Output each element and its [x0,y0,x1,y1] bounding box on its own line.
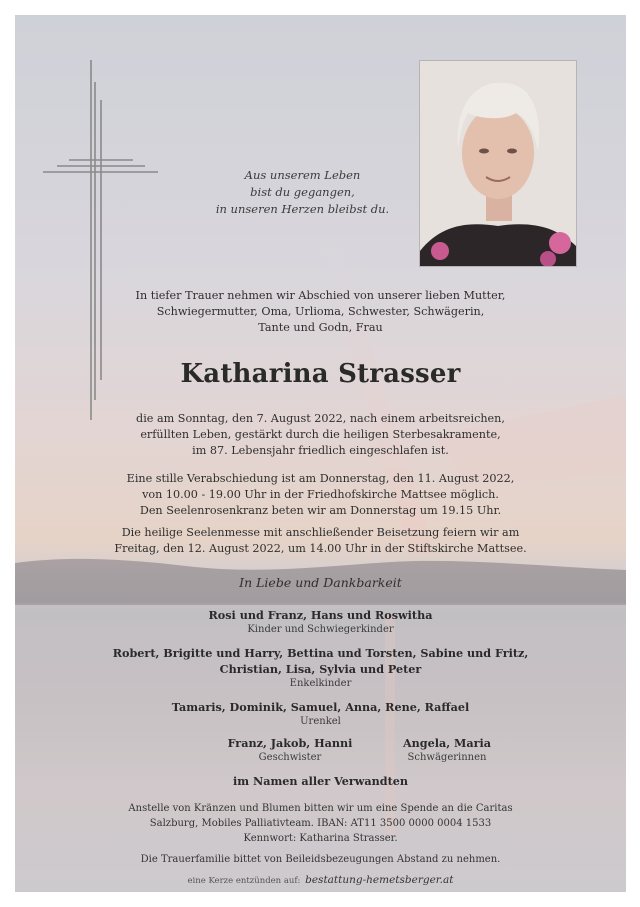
deceased-name: Katharina Strasser [180,359,461,389]
death-line: die am Sonntag, den 7. August 2022, nach einem arbeitsreichen, [136,412,505,425]
farewell-line: Eine stille Verabschiedung ist am Donnerstag, den 11. August 2022, [126,472,515,485]
farewell-line: Den Seelenrosenkranz beten wir am Donnerstag um 19.15 Uhr. [139,504,502,517]
mass-text [15,525,626,557]
intro-line: Tante und Godn, Frau [258,321,383,334]
death-text [15,411,626,459]
relatives-line: im Namen aller Verwandten [232,774,409,788]
portrait-photo [419,60,577,267]
family-names: Christian, Lisa, Sylvia und Peter [219,662,422,676]
donation-line: Salzburg, Mobiles Palliativteam. IBAN: AT11 3500 0000 0004 1533 [149,818,492,829]
quote-line: bist du gegangen, [250,185,355,199]
family-names: Franz, Jakob, Hanni [227,736,353,750]
family-grandchildren [15,645,626,690]
donation-line: Kennwort: Katharina Strasser. [243,833,398,844]
family-children [15,607,626,636]
memorial-quote [195,167,410,218]
death-line: im 87. Lebensjahr friedlich eingeschlafen ist. [192,444,449,457]
quote-line: Aus unserem Leben [244,168,361,182]
family-names: Angela, Maria [402,736,492,750]
family-role: Geschwister [258,752,322,763]
footer [15,874,626,886]
obituary-card [15,15,626,892]
family-role: Enkelkinder [289,678,352,689]
mass-line: Freitag, den 12. August 2022, um 14.00 Uhr in der Stiftskirche Mattsee. [114,542,527,555]
farewell-line: von 10.00 - 19.00 Uhr in der Friedhofskirche Mattsee möglich. [142,488,499,501]
footer-prefix: eine Kerze entzünden auf: [187,876,301,886]
family-names: Robert, Brigitte und Harry, Bettina und Torsten, Sabine und Fritz, [112,646,529,660]
family-great-grandchildren [15,699,626,728]
family-role: Schwägerinnen [407,752,487,763]
family-role: Urenkel [300,716,341,727]
family-names: Rosi und Franz, Hans und Roswitha [208,608,433,622]
mass-line: Die heilige Seelenmesse mit anschließender Beisetzung feiern wir am [121,526,520,539]
family-names: Tamaris, Dominik, Samuel, Anna, Rene, Raffael [171,700,470,714]
footer-brand-link[interactable]: bestattung-hemetsberger.at [305,874,454,886]
family-role: Kinder und Schwiegerkinder [247,624,394,635]
condolence-note: Die Trauerfamilie bittet von Beileidsbezeugungen Abstand zu nehmen. [140,854,501,865]
intro-line: Schwiegermutter, Oma, Urlioma, Schwester, Schwägerin, [156,305,485,318]
donation-line: Anstelle von Kränzen und Blumen bitten wir um eine Spende an die Caritas [128,803,513,814]
intro-text [15,288,626,336]
farewell-text [15,471,626,519]
family-sisters-in-law [347,735,547,764]
love-heading: In Liebe und Dankbarkeit [239,575,402,590]
death-line: erfüllten Leben, gestärkt durch die heiligen Sterbesakramente, [140,428,501,441]
quote-line: in unseren Herzen bleibst du. [215,202,390,216]
donation-text [15,801,626,846]
intro-line: In tiefer Trauer nehmen wir Abschied von unserer lieben Mutter, [135,289,506,302]
